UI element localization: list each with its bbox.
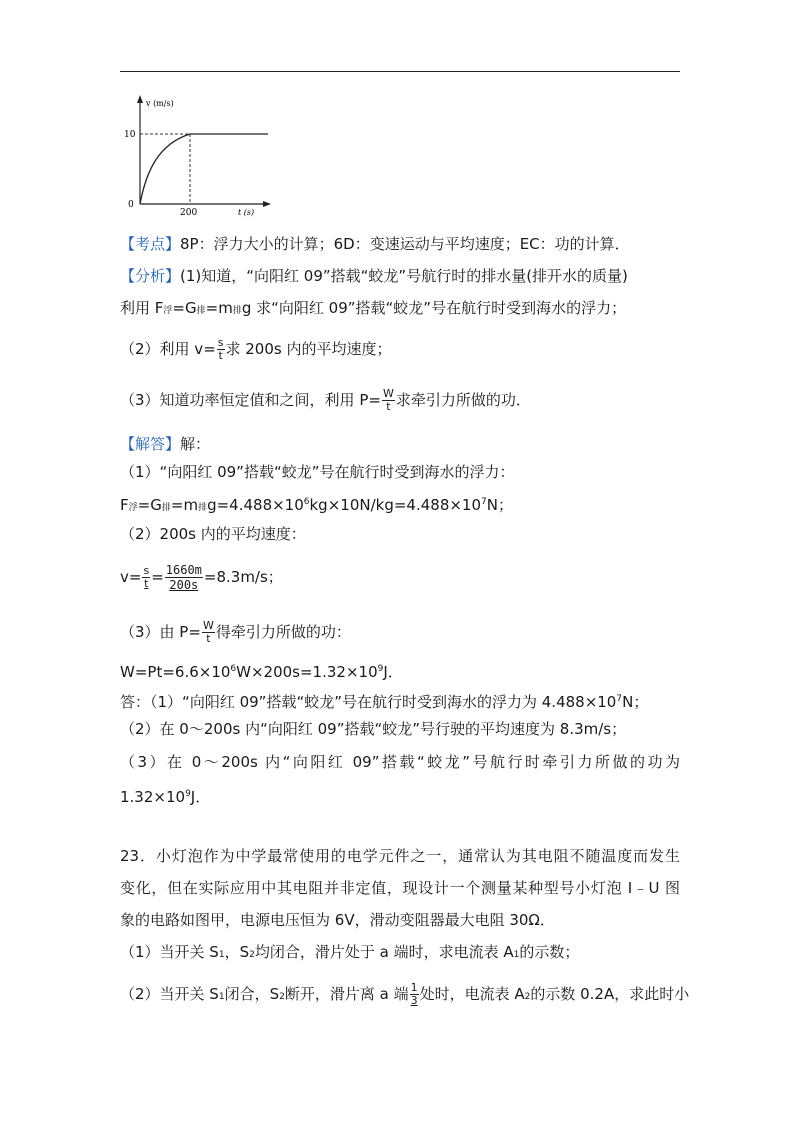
y-tick-label: 10 (124, 130, 136, 140)
fenxi-line-1 (120, 266, 628, 286)
y-unit-label: v (m/s) (146, 99, 174, 108)
kaodian-text: 8P：浮力大小的计算；6D：变速运动与平均速度；EC：功的计算． (180, 235, 630, 253)
fenxi-tag: 【分析】 (120, 267, 181, 285)
fraction-w-over-t: $\frac{W}{t}$ (382, 387, 394, 413)
jieda-line-0: 【解答】解： (120, 435, 211, 453)
fenxi-text-1: (1)知道，“向阳红 09”搭载“蛟龙”号航行时的排水量(排开水的质量) (180, 267, 628, 285)
jieda-line-3: （3）由 P= $\frac{W}{t}$ 得牵引力所做的功： (120, 619, 351, 645)
origin-label: 0 (128, 200, 134, 210)
x-tick-label: 200 (180, 208, 198, 218)
kaodian-tag: 【考点】 (120, 235, 181, 253)
answer-line-4: $1.32\times 10^9J$． (120, 788, 211, 806)
question-23-line-2: 变化，但在实际应用中其电阻并非定值，现设计一个测量某种型号小灯泡 I﹣U 图 (120, 879, 680, 897)
y-axis-arrow (137, 95, 143, 103)
fraction-distance-over-time: $\frac{1660m}{200s}$ (165, 563, 202, 592)
answer-line-2: （2）在 0～200s 内“向阳红 09”搭载“蛟龙”号行驶的平均速度为 8.3m/s； (120, 720, 627, 738)
question-23-line-1: 23．小灯泡作为中学最常使用的电学元件之一，通常认为其电阻不随温度而发生 (120, 847, 680, 865)
fenxi-line-4: （3）知道功率恒定值和之间，利用 P= $\frac{W}{t}$ 求牵引力所做的功． (120, 387, 531, 413)
jieda-tag: 【解答】 (120, 435, 181, 453)
fraction-s-over-t: $\frac{s}{t}$ (217, 336, 224, 362)
jieda-formula-work: $W=Pt=6.6\times 10^6W\times 200s=1.32\times 10^9J$． (120, 663, 403, 681)
question-23-part-1: （1）当开关 S1，S2均闭合，滑片处于 a 端时，求电流表 A1的示数； (120, 943, 580, 961)
kaodian-line (120, 234, 630, 254)
answer-line-1: 答：（1）“向阳红 09”搭载“蛟龙”号在航行时受到海水的浮力为 $4.488\times 10^7N$； (120, 693, 649, 711)
x-unit-label: t (s) (238, 208, 255, 217)
fraction-w-over-t-2: $\frac{W}{t}$ (202, 619, 214, 645)
velocity-time-graph (118, 92, 278, 222)
question-23-part-2: （2）当开关 S1闭合，S2断开，滑片离 a 端 $\frac{1}{3}$ 处时，电流表 A2的示数 0.2A，求此时小 (120, 981, 690, 1007)
question-23-line-3: 象的电路如图甲，电源电压恒为 6V，滑动变阻器最大电阻 30Ω． (120, 911, 555, 929)
fraction-s-over-t-2: $\frac{s}{t}$ (143, 564, 150, 590)
x-axis-arrow (263, 201, 271, 207)
fenxi-line-3: （2）利用 v= $\frac{s}{t}$ 求 200s 内的平均速度； (120, 336, 392, 362)
answer-line-3: （3）在 0～200s 内“向阳红 09”搭载“蛟龙”号航行时牵引力所做的功为 (120, 753, 680, 771)
header-rule (120, 71, 680, 72)
jieda-line-2: （2）200s 内的平均速度： (120, 525, 306, 543)
velocity-curve (140, 134, 268, 204)
jieda-line-1: （1）“向阳红 09”搭载“蛟龙”号在航行时受到海水的浮力： (120, 463, 515, 481)
jieda-formula-buoyancy: F浮=G排=m排$g=4.488\times 10^6kg\times 10N/kg=4.488\times 10^7N$； (120, 496, 513, 514)
fraction-one-third: $\frac{1}{3}$ (410, 981, 418, 1007)
jieda-formula-velocity: v= $\frac{s}{t}$ = $\frac{1660m}{200s}$ =8.3m/s； (120, 563, 283, 592)
fenxi-line-2: 利用 F浮=G排=m排g 求“向阳红 09”搭载“蛟龙”号在航行时受到海水的浮力； (120, 299, 627, 317)
